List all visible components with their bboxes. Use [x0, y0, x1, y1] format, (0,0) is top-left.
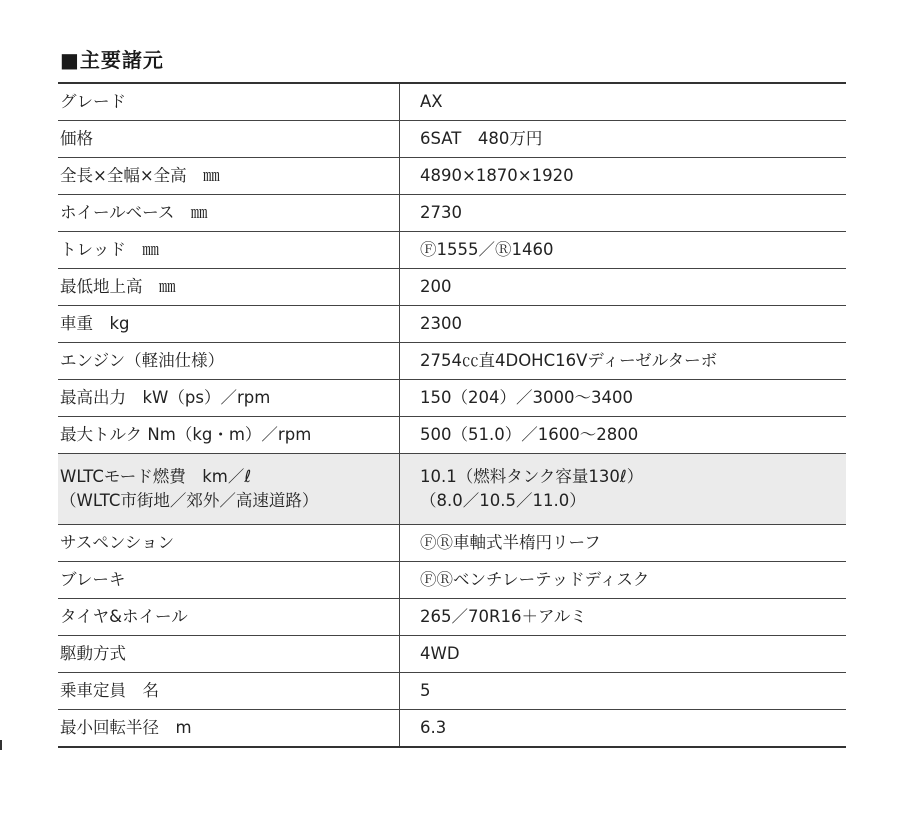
spec-value: 6.3: [400, 710, 847, 748]
spec-label: 最大トルク Nm（kg・m）／rpm: [58, 417, 400, 454]
spec-value: ⒻⓇベンチレーテッドディスク: [400, 562, 847, 599]
spec-value: 5: [400, 673, 847, 710]
table-row: [58, 232, 846, 269]
spec-label: 最小回転半径 m: [58, 710, 400, 748]
table-row: [58, 417, 846, 454]
spec-value: 2730: [400, 195, 847, 232]
spec-label: サスペンション: [58, 525, 400, 562]
spec-value-line: 10.1（燃料タンク容量130ℓ）: [420, 467, 644, 487]
spec-label-line: WLTCモード燃費 km／ℓ: [60, 467, 252, 487]
table-row: [58, 380, 846, 417]
table-row: [58, 525, 846, 562]
spec-label: エンジン（軽油仕様）: [58, 343, 400, 380]
table-row-fuel-economy: [58, 454, 846, 525]
table-row: [58, 636, 846, 673]
spec-label: 全長×全幅×全高 ㎜: [58, 158, 400, 195]
spec-value: 4890×1870×1920: [400, 158, 847, 195]
spec-value: 6SAT 480万円: [400, 121, 847, 158]
spec-label: ブレーキ: [58, 562, 400, 599]
spec-value: 500（51.0）／1600〜2800: [400, 417, 847, 454]
spec-value: Ⓕ1555／Ⓡ1460: [400, 232, 847, 269]
spec-label: 価格: [58, 121, 400, 158]
spec-value: 2300: [400, 306, 847, 343]
table-row: [58, 562, 846, 599]
spec-label: 駆動方式: [58, 636, 400, 673]
spec-label: 最低地上高 ㎜: [58, 269, 400, 306]
spec-label: タイヤ&ホイール: [58, 599, 400, 636]
table-row: [58, 195, 846, 232]
spec-label: [58, 454, 400, 525]
spec-label: 車重 kg: [58, 306, 400, 343]
edge-mark: [0, 740, 2, 750]
spec-label: 乗車定員 名: [58, 673, 400, 710]
table-row: [58, 306, 846, 343]
spec-value: AX: [400, 83, 847, 121]
spec-label: 最高出力 kW（ps）／rpm: [58, 380, 400, 417]
table-row: [58, 158, 846, 195]
table-row: [58, 269, 846, 306]
table-row: [58, 599, 846, 636]
spec-value: 4WD: [400, 636, 847, 673]
table-row: [58, 710, 846, 748]
spec-value: 265／70R16＋アルミ: [400, 599, 847, 636]
specs-table: [58, 82, 846, 748]
table-row: [58, 121, 846, 158]
table-row: [58, 343, 846, 380]
spec-value-line: （8.0／10.5／11.0）: [420, 491, 586, 510]
spec-value: 150（204）／3000〜3400: [400, 380, 847, 417]
spec-label: グレード: [58, 83, 400, 121]
spec-label-line: （WLTC市街地／郊外／高速道路）: [60, 491, 319, 510]
table-row: [58, 673, 846, 710]
spec-label: ホイールベース ㎜: [58, 195, 400, 232]
section-heading: ■主要諸元: [60, 48, 164, 72]
spec-value: [400, 454, 847, 525]
table-row: [58, 83, 846, 121]
spec-value: 2754㏄直4DOHC16Vディーゼルターボ: [400, 343, 847, 380]
spec-label: トレッド ㎜: [58, 232, 400, 269]
spec-value: 200: [400, 269, 847, 306]
spec-value: ⒻⓇ車軸式半楕円リーフ: [400, 525, 847, 562]
